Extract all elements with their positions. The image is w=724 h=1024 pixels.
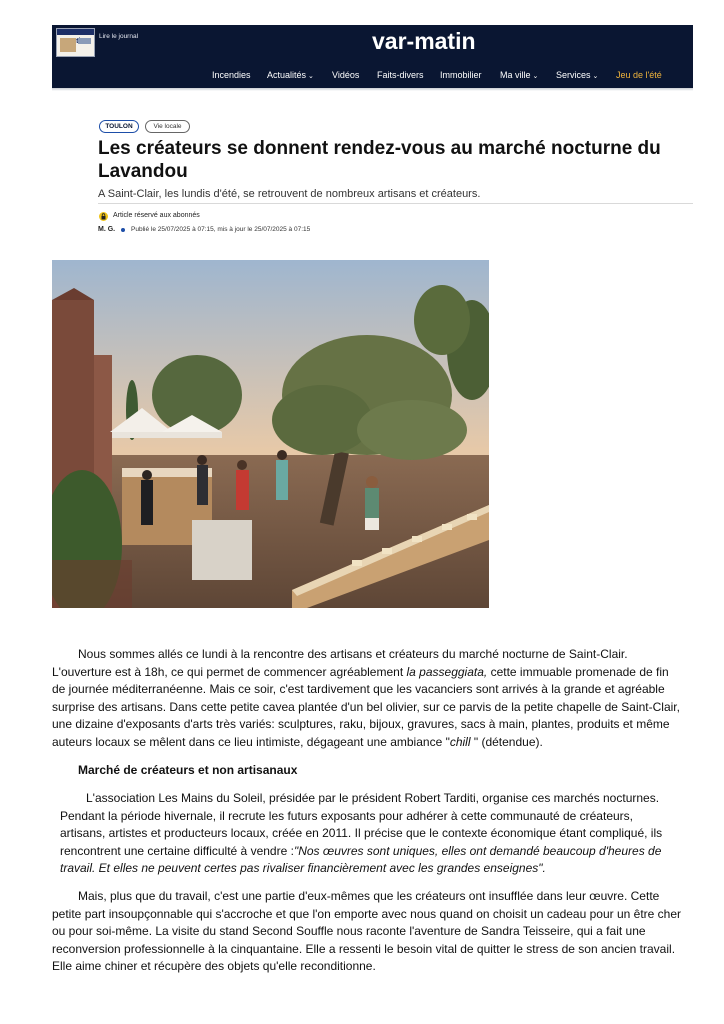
subscriber-notice: Article réservé aux abonnés bbox=[113, 212, 200, 219]
divider bbox=[98, 203, 693, 204]
nav-item-services[interactable]: Services ⌄ bbox=[556, 70, 599, 80]
nav-item-actualites[interactable]: Actualités ⌄ bbox=[267, 70, 314, 80]
tag-city[interactable]: TOULON bbox=[99, 120, 139, 133]
read-paper-link[interactable]: Lire le journal bbox=[99, 33, 139, 40]
author[interactable]: M. G. bbox=[98, 226, 116, 233]
nav-item-videos[interactable]: Vidéos bbox=[332, 70, 360, 80]
article-photo[interactable] bbox=[52, 260, 489, 608]
newspaper-thumbnail[interactable] bbox=[56, 28, 95, 57]
chevron-down-icon: ⌄ bbox=[592, 73, 599, 80]
paragraph-2: L'association Les Mains du Soleil, présidée par le président Robert Tarditi, organise ces marchés nocturnes. Pendant la période hivernale, il recrute les futurs exposants pour adhérer à cette communauté de créateurs, artisans, artistes et producteurs locaux, créée en 2011. Il précise que le contexte économique étant compliqué, ils rencontrent une certaine difficulté à vendre :"Nos œuvres sont uniques, elles ont demandé beaucoup d'heures de travail. Et elles ne peuvent certes pas rivaliser financièrement avec les grandes enseignes". bbox=[60, 791, 663, 875]
site-logo[interactable]: var-matin bbox=[372, 28, 476, 54]
paragraph-1: Nous sommes allés ce lundi à la rencontre des artisans et créateurs du marché nocturne de Saint-Clair. L'ouverture est à 18h, ce qui permet de commencer agréablement la passeggiata, cette immuable promenade de fin de journée méditerranéenne. Mais ce soir, c'est tardivement que les vacanciers sont arrivés à la grande et agréable surprise des artisans. Dans cette petite cavea plantée d'un bel olivier, sur ce parvis de la petite chapelle de Saint-Clair, une dizaine d'exposants d'arts très variés: sculptures, raku, bijoux, gravures, sacs à main, plantes, produits et même auteurs locaux se mêlent dans ce lieu intimiste, dégageant une ambiance "chill " (détendue). bbox=[52, 647, 680, 749]
thumbnail-title: var- bbox=[66, 30, 79, 37]
article-subtitle: A Saint-Clair, les lundis d'été, se retrouvent de nombreux artisans et créateurs. bbox=[98, 188, 481, 200]
nav-item-ma-ville[interactable]: Ma ville ⌄ bbox=[500, 70, 539, 80]
nav-item-incendies[interactable]: Incendies bbox=[212, 70, 251, 80]
tag-category[interactable]: Vie locale bbox=[145, 120, 190, 133]
separator-dot bbox=[121, 228, 125, 232]
publish-date: Publié le 25/07/2025 à 07:15, mis à jour le 25/07/2025 à 07:15 bbox=[131, 226, 311, 233]
header-shadow bbox=[52, 88, 693, 91]
lock-icon bbox=[99, 212, 108, 221]
paragraph-3: Mais, plus que du travail, c'est une partie d'eux-mêmes que les créateurs ont insufflée dans leur œuvre. Cette petite part insoupçonnable qui s'accroche et que l'on emporte avec nous quand on choisit un cadeau pour un être cher ou pour soi-même. La visite du stand Second Souffle nous raconte l'aventure de Sandra Teisseire, qui a fait une reconversion professionnelle à la cinquantaine. Elle a ressenti le besoin vital de quitter le stress de son ancien travail. Elle aime chiner et récupère des objets qu'elle reconditionne. bbox=[52, 889, 682, 973]
chevron-down-icon: ⌄ bbox=[308, 73, 314, 80]
nav-item-faits-divers[interactable]: Faits-divers bbox=[377, 70, 424, 80]
site-header bbox=[52, 25, 693, 88]
chevron-down-icon: ⌄ bbox=[532, 73, 539, 80]
article-title: Les créateurs se donnent rendez-vous au marché nocturne du Lavandou bbox=[98, 138, 661, 182]
nav-item-jeu-ete[interactable]: Jeu de l'été bbox=[616, 70, 662, 80]
section-heading: Marché de créateurs et non artisanaux bbox=[78, 763, 298, 777]
nav-item-immobilier[interactable]: Immobilier bbox=[440, 70, 482, 80]
